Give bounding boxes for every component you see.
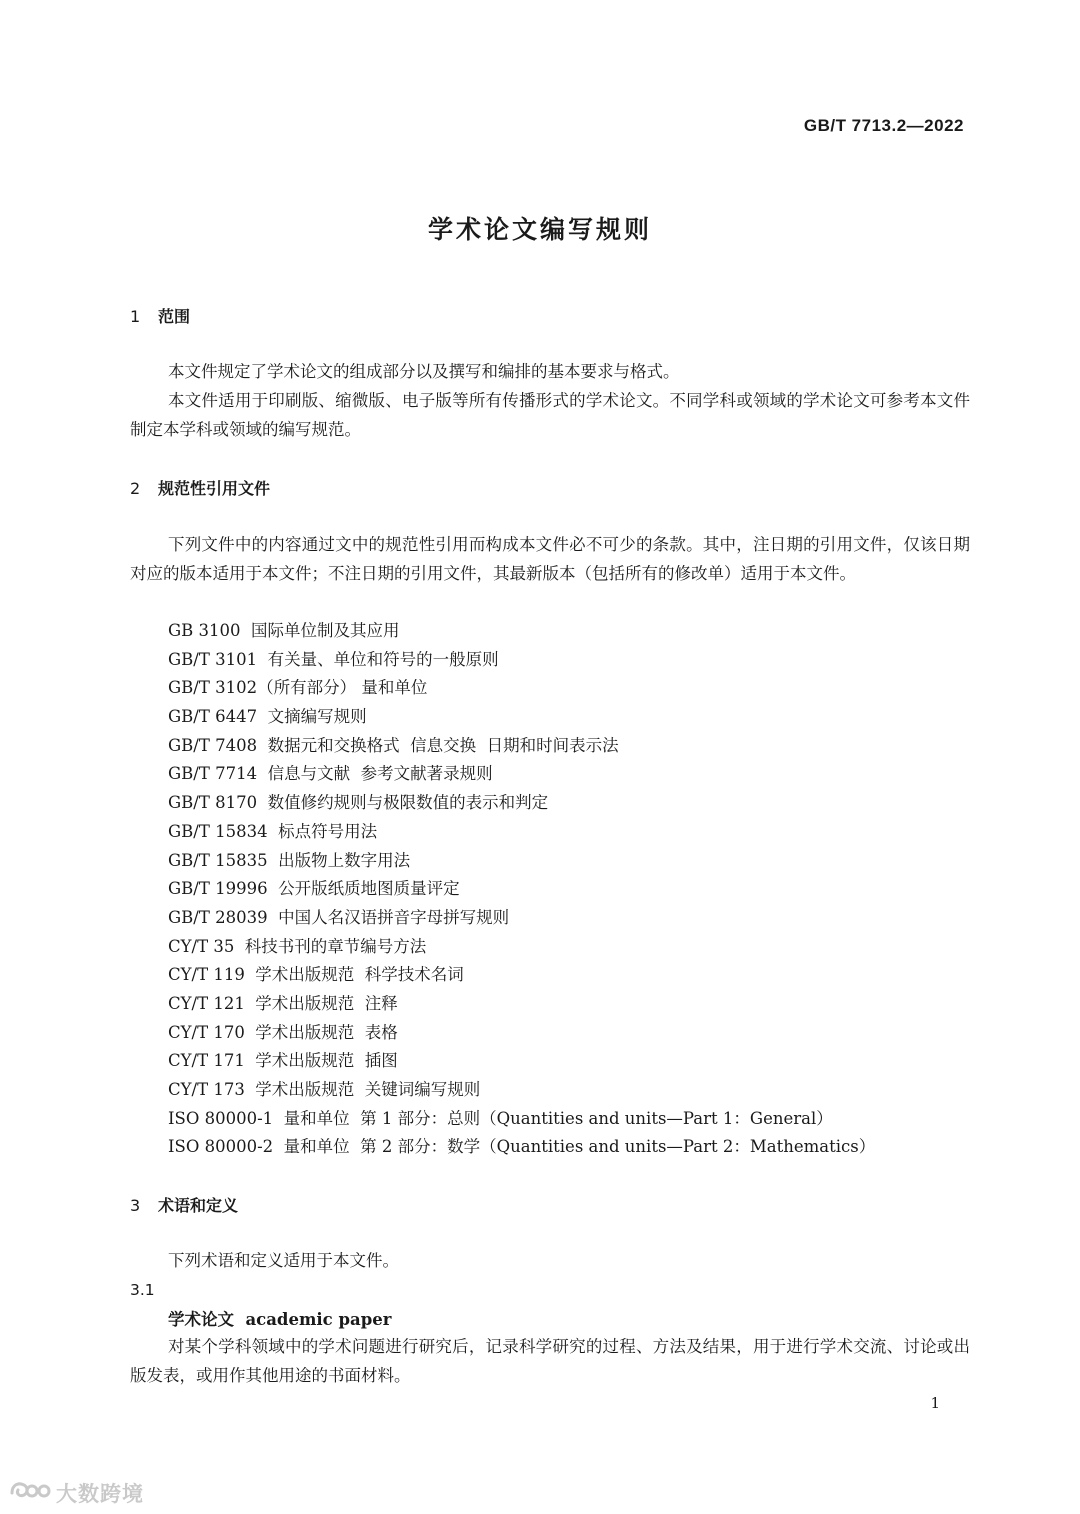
reference-item: GB/T 3101 有关量、单位和符号的一般原则 — [168, 649, 499, 669]
section-2-heading — [130, 476, 270, 499]
reference-item: GB 3100 国际单位制及其应用 — [168, 621, 400, 640]
section-number: 1 — [130, 307, 141, 326]
reference-list — [168, 617, 875, 1162]
term-heading: 学术论文 academic paper — [168, 1310, 392, 1329]
section-3-intro: 下列术语和定义适用于本文件。 — [168, 1251, 399, 1270]
section-1-paragraph-2: 本文件适用于印刷版、缩微版、电子版等所有传播形式的学术论文。不同学科或领域的学术论文可参考本文件制定本学科或领域的编写规范。 — [130, 391, 970, 439]
reference-item: GB/T 7714 信息与文献 参考文献著录规则 — [168, 764, 493, 784]
reference-item: GB/T 19996 公开版纸质地图质量评定 — [168, 879, 460, 899]
section-title: 术语和定义 — [158, 1196, 239, 1215]
reference-item: CY/T 35 科技书刊的章节编号方法 — [168, 936, 427, 956]
reference-item: CY/T 170 学术出版规范 表格 — [168, 1022, 398, 1042]
reference-item: CY/T 171 学术出版规范 插图 — [168, 1051, 398, 1071]
section-1-paragraph-1: 本文件规定了学术论文的组成部分以及撰写和编排的基本要求与格式。 — [168, 362, 680, 381]
term-number: 3.1 — [130, 1281, 155, 1299]
section-number: 3 — [130, 1196, 141, 1215]
watermark — [8, 1478, 144, 1508]
reference-item: GB/T 3102（所有部分） 量和单位 — [168, 678, 428, 698]
section-number: 2 — [130, 479, 141, 498]
section-title: 范围 — [158, 307, 191, 326]
reference-item: GB/T 8170 数值修约规则与极限数值的表示和判定 — [168, 793, 549, 813]
reference-item: CY/T 119 学术出版规范 科学技术名词 — [168, 965, 464, 985]
section-3-heading — [130, 1193, 238, 1216]
reference-item: GB/T 7408 数据元和交换格式 信息交换 日期和时间表示法 — [168, 735, 619, 755]
document-title: 学术论文编写规则 — [427, 215, 652, 244]
reference-item: ISO 80000-2 量和单位 第 2 部分：数学（Quantities and units—Part 2：Mathematics） — [168, 1137, 876, 1157]
reference-item: ISO 80000-1 量和单位 第 1 部分：总则（Quantities and units—Part 1：General） — [168, 1108, 833, 1128]
section-title: 规范性引用文件 — [158, 479, 271, 498]
reference-item: GB/T 15835 出版物上数字用法 — [168, 850, 411, 870]
reference-item: CY/T 121 学术出版规范 注释 — [168, 993, 398, 1013]
watermark-text: 大数跨境 — [56, 1482, 144, 1506]
brand-logo-icon — [8, 1479, 52, 1507]
reference-item: CY/T 173 学术出版规范 关键词编写规则 — [168, 1080, 481, 1099]
section-1-heading — [130, 304, 190, 327]
reference-item: GB/T 28039 中国人名汉语拼音字母拼写规则 — [168, 907, 510, 927]
page-number: 1 — [930, 1394, 940, 1412]
reference-item: GB/T 15834 标点符号用法 — [168, 821, 378, 841]
reference-item: GB/T 6447 文摘编写规则 — [168, 707, 367, 727]
section-2-intro: 下列文件中的内容通过文中的规范性引用而构成本文件必不可少的条款。其中，注日期的引用文件，仅该日期对应的版本适用于本文件；不注日期的引用文件，其最新版本（包括所有的修改单）适用于本文件。 — [130, 535, 970, 583]
term-definition: 对某个学科领域中的学术问题进行研究后，记录科学研究的过程、方法及结果，用于进行学术交流、讨论或出版发表，或用作其他用途的书面材料。 — [130, 1337, 970, 1385]
standard-code: GB/T 7713.2—2022 — [803, 116, 964, 135]
